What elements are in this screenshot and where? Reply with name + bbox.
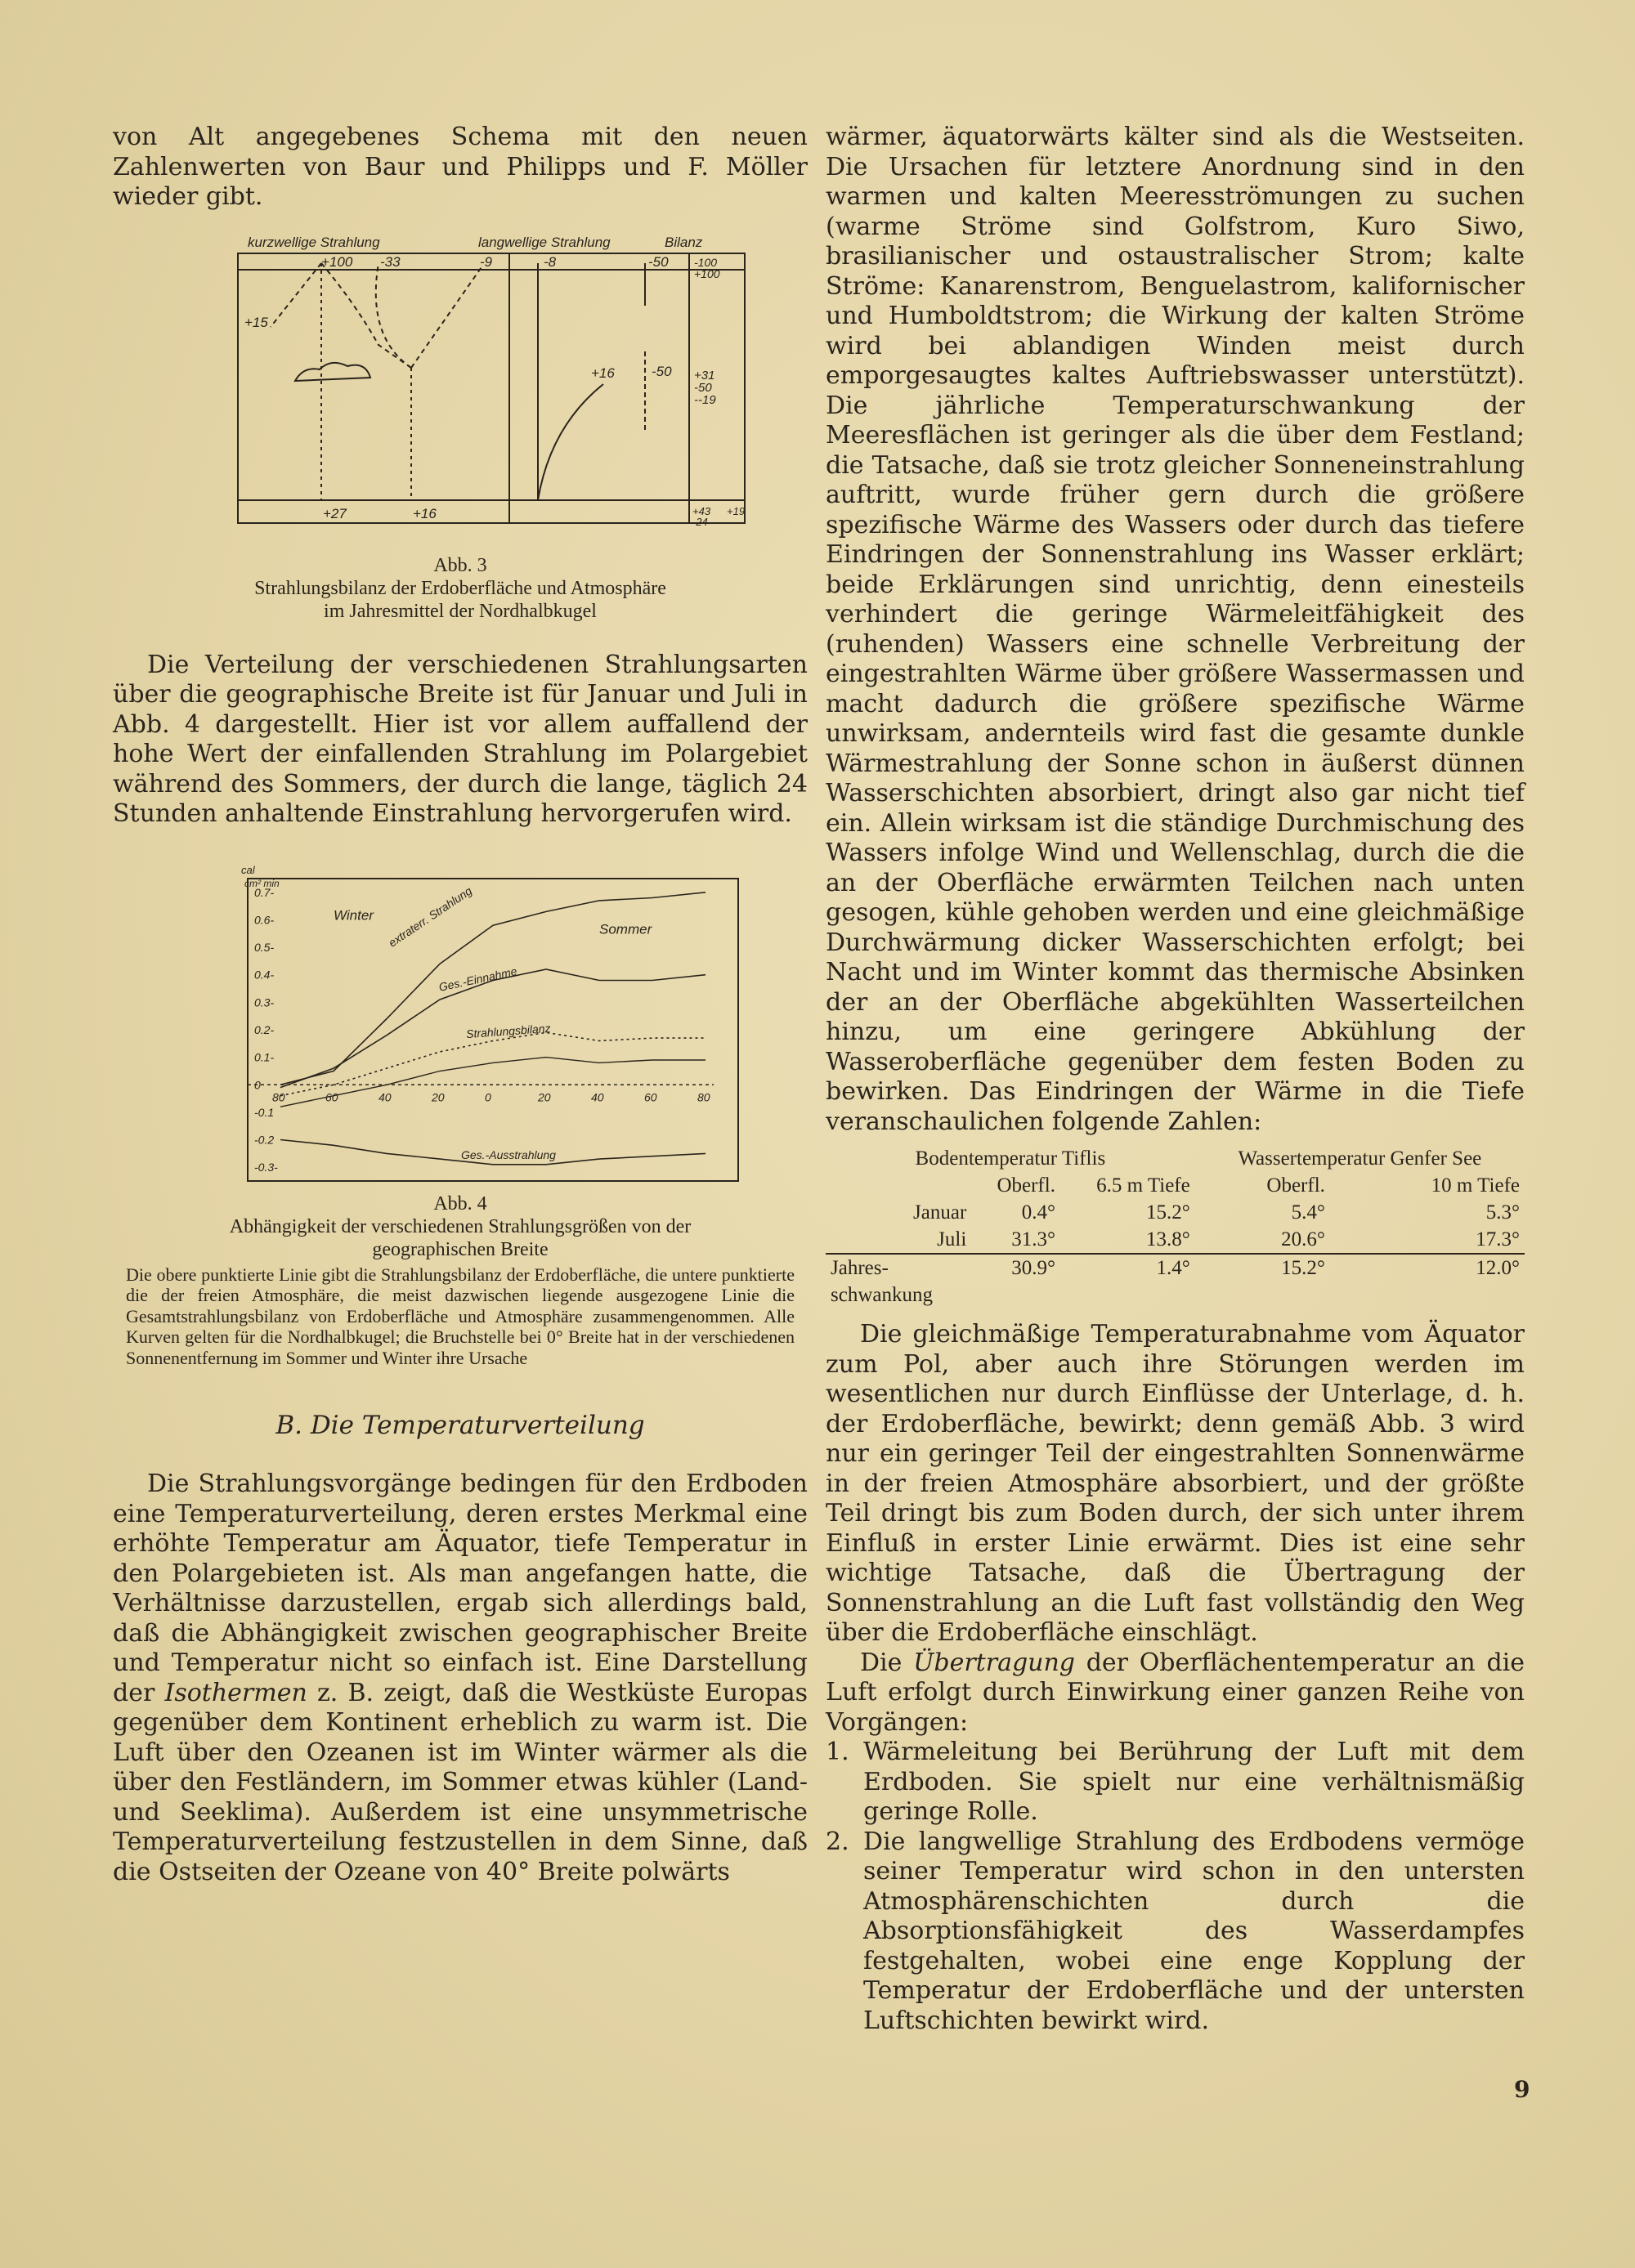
figure-3	[166, 230, 755, 549]
radiation-balance-diagram	[166, 230, 755, 549]
paragraph: wärmer, äquatorwärts kälter sind als die Westseiten. Die Ursachen für letztere Anordnung sind in den warmen und kalten Meeresströmungen zu suchen (warme Ströme sind Golfstrom, Kuro Siwo, brasilianischer und ostaustralischer Strom; kalte Ströme: Kanarenstrom, Benguelastrom, kalifornischer und Humboldtstrom; die Wirkung der kalten Ströme wird bei ablandigen Winden meist durch emporgesaugtes kaltes Auftriebswasser unterstützt). Die jährliche Temperaturschwankung der Meeresflächen ist geringer als die über dem Festland; die Tatsache, daß sie trotz gleicher Sonneneinstrahlung auftritt, wurde früher gern durch die größere spezifische Wärme des Wassers oder durch das tiefere Eindringen der Sonnenstrahlung ins Wasser erklärt; beide Erklärungen sind unrichtig, denn einesteils verhindert die geringe Wärmeleitfähigkeit des (ruhenden) Wassers eine schnelle Verbreitung der eingestrahlten Wärme über größere Wassermassen und macht dadurch die größere spezifische Wärme unwirksam, andernteils wird fast die gesamte dunkle Wärmestrahlung der Sonne schon in äußerst dünnen Wasserschichten absorbiert, dringt also gar nicht tief ein. Allein wirksam ist die ständige Durchmischung des Wassers infolge Wind und Wellenschlag, durch die die an der Oberfläche erwärmten Teilchen nach unten gesogen, kühle gehoben werden und eine gleichmäßige Durchwärmung dicker Wasserschichten erfolgt; bei Nacht und im Winter kommt das thermische Absinken der an der Oberfläche abgekühlten Wasserteilchen hinzu, um eine geringere Abkühlung der Wasseroberfläche gegenüber dem festen Boden zu bewirken. Das Eindringen der Wärme in die Tiefe veranschaulichen folgende Zahlen:	[826, 123, 1525, 1136]
y-unit-label: cal	[241, 863, 255, 876]
x-tick-label: 80	[697, 1089, 710, 1103]
table-row-label	[826, 1254, 971, 1308]
table-cell: 0.4°	[1021, 1201, 1055, 1223]
figure-4-caption-line: geographischen Breite	[372, 1238, 549, 1260]
table-cell: 15.2°	[1145, 1201, 1190, 1223]
fig3-label-line: +100	[694, 266, 720, 280]
page-number: 9	[1514, 2076, 1530, 2103]
table-header	[826, 1172, 1525, 1199]
series-label: Ges.-Ausstrahlung	[461, 1147, 556, 1161]
figure-4	[166, 854, 755, 1189]
section-title: B. Die Temperaturverteilung	[275, 1411, 645, 1440]
table-col: Oberfl.	[1266, 1174, 1325, 1197]
radiation-latitude-chart	[166, 854, 755, 1189]
y-tick-label: 0.3-	[254, 995, 275, 1009]
y-tick-label: -0.1	[254, 1105, 275, 1119]
table-cell: 5.3°	[1485, 1201, 1520, 1223]
table-row-label-text: schwankung	[831, 1284, 933, 1306]
y-tick-label: 0.4-	[254, 968, 275, 982]
table-cell: 15.2°	[1281, 1257, 1325, 1279]
figure-3-title: Abb. 3	[433, 554, 487, 576]
list-number: 2.	[826, 1827, 849, 1856]
list-number: 1.	[826, 1738, 849, 1766]
fig3-label: +19	[727, 504, 746, 517]
series-label: Strahlungsbilanz	[465, 1021, 551, 1040]
figure-3-caption-line: im Jahresmittel der Nordhalbkugel	[324, 600, 597, 622]
table-row	[826, 1254, 1525, 1308]
figure-3-caption	[113, 554, 808, 623]
figure-4-caption	[113, 1192, 808, 1261]
x-tick-label: 40	[591, 1089, 604, 1103]
x-tick-label: 60	[325, 1089, 338, 1103]
fig3-label-line: +31	[694, 368, 715, 382]
y-unit-label: cm² min	[244, 877, 280, 889]
figure-4-caption-line: Abhängigkeit der verschiedenen Strahlungsgrößen von der	[229, 1215, 692, 1237]
right-column	[826, 123, 1525, 2036]
y-tick-label: 0.5-	[254, 940, 275, 954]
table-row-label: Januar	[913, 1201, 967, 1223]
left-column	[113, 123, 808, 1887]
series-label: Ges.-Einnahme	[437, 964, 518, 994]
fig3-label-line: --19	[694, 392, 716, 407]
paragraph-text: der Oberflächentemperatur an die Luft erfolgt durch Einwirkung einer ganzen Reihe von Vorgängen:	[826, 1648, 1525, 1737]
paragraph-text: Die Strahlungsvorgänge bedingen für den Erdboden eine Temperaturverteilung, deren erstes Merkmal eine erhöhte Temperatur am Äquator, tiefe Temperatur in den Polargebieten ist. Als man angefangen hatte, die Verhältnisse darzustellen, ergab sich allerdings bald, daß die Abhängigkeit zwischen geographischer Breite und Temperatur nicht so einfach ist. Eine Darstellung der	[113, 1470, 808, 1707]
paragraph: Die Verteilung der verschiedenen Strahlungsarten über die geographische Breite ist für Januar und Juli in Abb. 4 dargestellt. Hier ist vor allem auffallend der hohe Wert der einfallenden Strahlung im Polargebiet während des Sommers, der durch die lange, täglich 24 Stunden anhaltende Einstrahlung hervorgerufen wird.	[113, 650, 808, 828]
table-group: Wassertemperatur Genfer See	[1238, 1147, 1482, 1170]
figure-4-note: Die obere punktierte Linie gibt die Strahlungsbilanz der Erdoberfläche, die untere punktierte die der freien Atmosphäre, die meist dazwischen liegende ausgezogene Linie die Gesamtstrahlungsbilanz von Erdoberfläche und Atmosphäre zusammengenommen. Alle Kurven gelten für die Nordhalbkugel; die Bruchstelle bei 0° Breite hat in der verschiedenen Sonnenentfernung im Sommer und Winter ihre Ursache	[126, 1264, 795, 1368]
table-cell: 1.4°	[1156, 1257, 1190, 1279]
temperature-table	[826, 1145, 1525, 1308]
fig3-label: +100	[321, 253, 353, 270]
x-tick-label: 20	[538, 1089, 551, 1103]
fig3-label: -9	[480, 253, 493, 270]
paragraph	[826, 1648, 1525, 1738]
list-item	[826, 1827, 1525, 2037]
y-tick-label: 0	[254, 1077, 261, 1091]
fig3-label: +16	[591, 365, 615, 381]
paragraph-text: Die	[860, 1648, 914, 1677]
figure-3-caption-line: Strahlungsbilanz der Erdoberfläche und Atmosphäre	[254, 577, 666, 599]
intro-paragraph: von Alt angegebenes Schema mit den neuen Zahlenwerten von Baur und Philipps und F. Möller wieder gibt.	[113, 123, 808, 211]
y-tick-label: 0.2-	[254, 1022, 275, 1036]
table-col: Oberfl.	[997, 1174, 1055, 1197]
process-list	[826, 1738, 1525, 2036]
list-text: Die langwellige Strahlung des Erdbodens vermöge seiner Temperatur wird schon in den untersten Atmosphärenschichten durch die Absorptionsfähigkeit des Wasserdampfes festgehalten, wobei eine enge Kopplung der Temperatur der Erdoberfläche und der untersten Luftschichten bewirkt wird.	[863, 1827, 1525, 2035]
fig3-header-balance: Bilanz	[665, 234, 703, 250]
season-annotation: Sommer	[599, 920, 652, 937]
fig3-label: +15	[244, 314, 268, 330]
table-group-header	[826, 1145, 1525, 1172]
table-group: Bodentemperatur Tiflis	[915, 1147, 1106, 1170]
y-tick-label: 0.6-	[254, 912, 275, 926]
season-annotation: Winter	[334, 906, 374, 923]
table-cell: 20.6°	[1281, 1228, 1325, 1250]
paragraph-text: z. B. zeigt, daß die Westküste Europas gegenüber dem Kontinent erheblich zu warm ist. Die Luft über den Ozeanen ist im Winter wärmer als die über den Festländern, im Sommer etwas kühler (Land- und Seeklima). Außerdem ist eine unsymmetrische Temperaturverteilung festzustellen in dem Sinne, daß die Ostseiten der Ozeane von 40° Breite polwärts	[113, 1678, 808, 1886]
fig3-label: -50	[652, 363, 672, 379]
fig3-header-longwave: langwellige Strahlung	[478, 234, 611, 250]
fig3-label-line: -100	[694, 255, 718, 269]
x-tick-label: 40	[379, 1089, 392, 1103]
x-tick-label: 0	[485, 1089, 491, 1103]
table-cell: 31.3°	[1011, 1228, 1055, 1250]
y-tick-label: 0.1-	[254, 1050, 275, 1064]
fig3-label-line: -50	[694, 380, 712, 395]
list-item	[826, 1738, 1525, 1827]
table-row-label: Juli	[937, 1228, 967, 1250]
fig3-label: -8	[544, 253, 557, 270]
fig3-label: -33	[380, 253, 401, 270]
table-row	[826, 1199, 1525, 1226]
table-cell: 13.8°	[1145, 1228, 1190, 1250]
paragraph-emphasis: Isothermen	[164, 1678, 307, 1707]
x-tick-label: 20	[432, 1089, 445, 1103]
y-tick-label: -0.2	[254, 1133, 275, 1147]
list-text: Wärmeleitung bei Berührung der Luft mit dem Erdboden. Sie spielt nur eine verhältnismäßig geringe Rolle.	[863, 1738, 1525, 1826]
fig3-label-line: +43	[692, 504, 711, 517]
fig3-label: +16	[413, 505, 437, 521]
table-cell: 17.3°	[1476, 1228, 1520, 1250]
series-label: extraterr. Strahlung	[386, 883, 475, 950]
fig3-label-line: -24	[692, 515, 708, 528]
table-cell: 12.0°	[1476, 1257, 1520, 1279]
series-line	[280, 1032, 706, 1095]
fig3-label	[694, 256, 720, 280]
fig3-header-shortwave: kurzwellige Strahlung	[248, 234, 380, 250]
table-cell: 30.9°	[1011, 1257, 1055, 1279]
y-tick-label: 0.7-	[254, 885, 275, 899]
table-cell: 5.4°	[1291, 1201, 1325, 1223]
paragraph: Die gleichmäßige Temperaturabnahme vom Äquator zum Pol, aber auch ihre Störungen werden im wesentlichen nur durch Einflüsse der Unterlage, d. h. der Erdoberfläche, bewirkt; denn gemäß Abb. 3 wird nur ein geringer Teil der eingestrahlten Sonnenwärme in der freien Atmosphäre absorbiert, und der größte Teil dringt bis zum Boden durch, der sich unter ihrem Einfluß in erster Linie erwärmt. Dies ist eine sehr wichtige Tatsache, daß die Übertragung der Sonnenstrahlung an die Luft fast vollständig den Weg über die Erdoberfläche einschlägt.	[826, 1320, 1525, 1647]
paragraph	[113, 1470, 808, 1887]
table-row-label-text: Jahres-	[831, 1257, 889, 1279]
x-tick-label: 60	[644, 1089, 657, 1103]
fig3-label	[694, 369, 716, 407]
fig3-label: -50	[648, 253, 669, 270]
fig3-label	[692, 505, 711, 528]
fig3-label: +27	[323, 505, 347, 521]
table-row	[826, 1226, 1525, 1254]
x-tick-label: 80	[272, 1089, 285, 1103]
table-col: 6.5 m Tiefe	[1096, 1174, 1190, 1197]
paragraph-emphasis: Übertragung	[913, 1648, 1076, 1677]
y-tick-label: -0.3-	[254, 1160, 278, 1174]
table-col: 10 m Tiefe	[1431, 1174, 1520, 1197]
figure-4-title: Abb. 4	[433, 1192, 487, 1215]
